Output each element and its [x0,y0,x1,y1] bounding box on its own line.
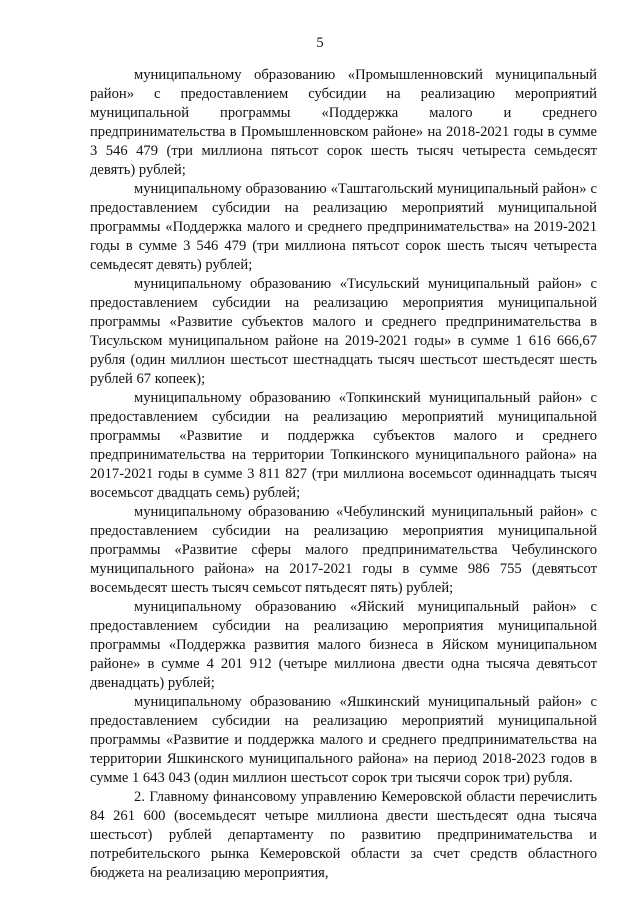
page-number: 5 [316,35,324,51]
paragraph-promyshlennovsky: муниципальному образованию «Промышленновский муниципальный район» с предоставлением субсидии на реализацию мероприятий муниципальной программы «Поддержка малого и среднего предпринимательства в Промышленновском районе» на 2018-2021 годы в сумме 3 546 479 (три миллиона пятьсот сорок шесть тысяч четыреста семьдесят девять) рублей; [90,67,597,178]
paragraph-item-2: 2. Главному финансовому управлению Кемеровской области перечислить 84 261 600 (восемьдесят четыре миллиона двести шестьдесят одна тысяча шестьсот) рублей департаменту по развитию предпринимательства и потребительского рынка Кемеровской области за счет средств областного бюджета на реализацию мероприятия, [90,789,597,881]
document-body [90,66,597,883]
paragraph-tisulsky: муниципальному образованию «Тисульский муниципальный район» с предоставлением субсидии на реализацию мероприятия муниципальной программы «Развитие субъектов малого и среднего предпринимательства в Тисульском муниципальном районе на 2019-2021 годы» в сумме 1 616 666,67 рубля (один миллион шестьсот шестнадцать тысяч шестьсот шестьдесят шесть рублей 67 копеек); [90,276,597,387]
paragraph-topkinsky: муниципальному образованию «Топкинский муниципальный район» с предоставлением субсидии на реализацию мероприятий муниципальной программы «Развитие и поддержка субъектов малого и среднего предпринимательства на территории Топкинского муниципального района» на 2017-2021 годы в сумме 3 811 827 (три миллиона восемьсот одиннадцать тысяч восемьсот двадцать семь) рублей; [90,390,597,501]
paragraph-yaysky: муниципальному образованию «Яйский муниципальный район» с предоставлением субсидии на реализацию мероприятия муниципальной программы «Поддержка развития малого бизнеса в Яйском муниципальном районе» в сумме 4 201 912 (четыре миллиона двести одна тысяча девятьсот двенадцать) рублей; [90,599,597,691]
paragraph-yashkinsky: муниципальному образованию «Яшкинский муниципальный район» с предоставлением субсидии на реализацию мероприятий муниципальной программы «Развитие и поддержка малого и среднего предпринимательства на территории Яшкинского муниципального района» на период 2018-2023 годов в сумме 1 643 043 (один миллион шестьсот сорок три тысячи сорок три) рубля. [90,694,597,786]
paragraph-tashtagolsky: муниципальному образованию «Таштагольский муниципальный район» с предоставлением субсидии на реализацию мероприятий муниципальной программы «Поддержка малого и среднего предпринимательства» на 2019-2021 годы в сумме 3 546 479 (три миллиона пятьсот сорок шесть тысяч четыреста семьдесят девять) рублей; [90,181,597,273]
paragraph-chebulinsky: муниципальному образованию «Чебулинский муниципальный район» с предоставлением субсидии на реализацию мероприятия муниципальной программы «Развитие сферы малого предпринимательства Чебулинского муниципального района» на 2017-2021 годы в сумме 986 755 (девятьсот восемьдесят шесть тысяч семьсот пятьдесят пять) рублей; [90,504,597,596]
